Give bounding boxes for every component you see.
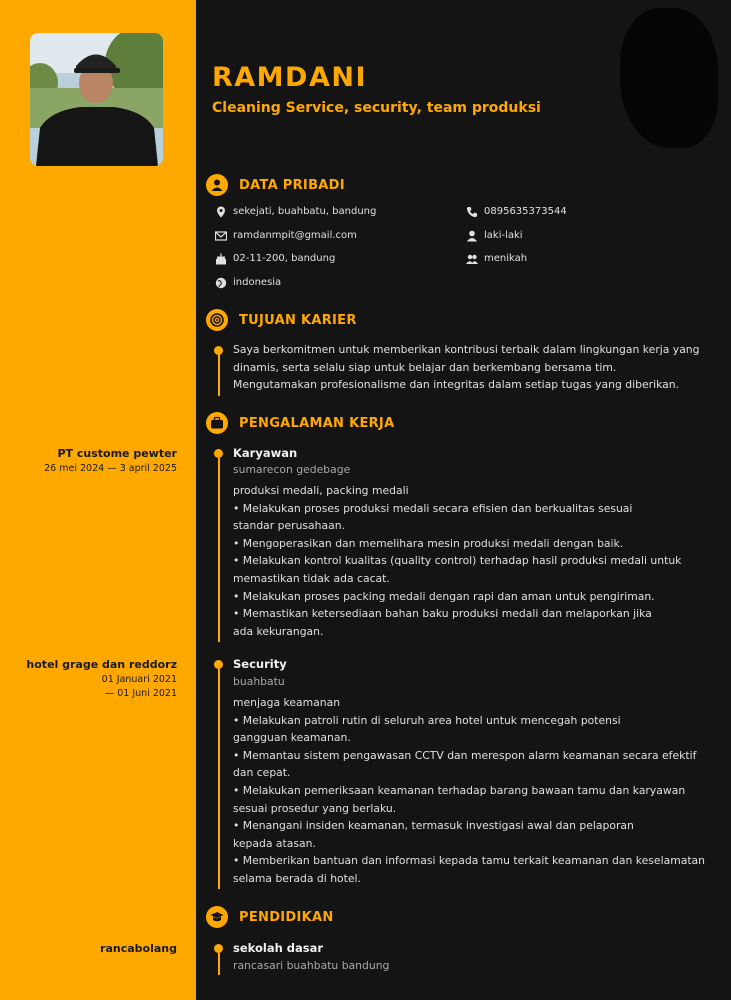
job-role: Security (233, 657, 287, 671)
description-line: • Memberikan bantuan dan informasi kepada tamu terkait keamanan dan keselamatan (233, 854, 706, 868)
description-line: • Melakukan kontrol kualitas (quality control) terhadap hasil produksi medali untuk (233, 554, 682, 568)
description-line: • Mengoperasikan dan memelihara mesin produksi medali dengan baik. (233, 536, 624, 550)
description-line: • Melakukan patroli rutin di seluruh area hotel untuk mencegah potensi (233, 713, 621, 727)
phone-icon (466, 206, 478, 218)
section-title-pengalaman-kerja: PENGALAMAN KERJA (239, 416, 395, 431)
description-line: dan cepat. (233, 766, 291, 780)
nationality-text: indonesia (233, 277, 282, 288)
users-icon (466, 253, 478, 265)
description-line: • Memastikan ketersediaan bahan baku produksi medali dan melaporkan jika (233, 607, 652, 621)
description-line: gangguan keamanan. (233, 731, 351, 745)
candidate-title: Cleaning Service, security, team produksi (212, 100, 541, 116)
phone-text: 0895635373544 (484, 206, 567, 217)
location-pin-icon (215, 206, 227, 218)
job-date-end: — 01 Juni 2021 (104, 688, 177, 699)
profile-photo (30, 33, 163, 166)
job-dates: 26 mei 2024 — 3 april 2025 (44, 463, 177, 474)
person-icon (206, 174, 228, 196)
education-school: sekolah dasar (233, 941, 324, 955)
description-line: • Menangani insiden keamanan, termasuk investigasi awal dan pelaporan (233, 819, 634, 833)
job-role: Karyawan (233, 446, 298, 460)
description-line: • Melakukan proses produksi medali secara efisien dan berkualitas sesuai (233, 501, 633, 515)
timeline-line (218, 458, 220, 642)
graduation-cap-icon (206, 906, 228, 928)
description-line: kepada atasan. (233, 836, 316, 850)
briefcase-icon (206, 412, 228, 434)
job-company: hotel grage dan reddorz (26, 658, 177, 671)
address-text: sekejati, buahbatu, bandung (233, 206, 377, 217)
description-line: menjaga keamanan (233, 696, 341, 709)
timeline-dot (214, 660, 223, 669)
target-icon (206, 309, 228, 331)
education-institution: rancabolang (100, 942, 177, 955)
timeline-line (218, 354, 220, 396)
email-text: ramdanmpit@gmail.com (233, 230, 357, 241)
description-line: memastikan tidak ada cacat. (233, 571, 390, 585)
job-date-start: 01 Januari 2021 (101, 674, 177, 685)
description-line: • Melakukan proses packing medali dengan rapi dan aman untuk pengiriman. (233, 589, 655, 603)
candidate-name: RAMDANI (212, 62, 368, 93)
section-title-tujuan-karier: TUJUAN KARIER (239, 313, 357, 328)
description-line: • Melakukan pemeriksaan keamanan terhadap barang bawaan tamu dan karyawan (233, 783, 686, 797)
job-location: buahbatu (233, 675, 285, 688)
globe-icon (215, 277, 227, 289)
description-line: sesuai prosedur yang berlaku. (233, 801, 397, 815)
description-line: selama berada di hotel. (233, 871, 361, 885)
birth-text: 02-11-200, bandung (233, 253, 336, 264)
job-company: PT custome pewter (57, 447, 177, 460)
job-description (233, 482, 703, 640)
user-icon (466, 230, 478, 242)
education-location: rancasari buahbatu bandung (233, 959, 390, 972)
timeline-line (218, 669, 220, 889)
marital-text: menikah (484, 253, 528, 264)
cake-icon (215, 253, 227, 265)
description-line: produksi medali, packing medali (233, 484, 409, 497)
description-line: ada kekurangan. (233, 624, 324, 638)
timeline-dot (214, 449, 223, 458)
job-location: sumarecon gedebage (233, 463, 351, 476)
description-line: • Memantau sistem pengawasan CCTV dan merespon alarm keamanan secara efektif (233, 748, 697, 762)
gender-text: laki-laki (484, 230, 523, 241)
timeline-dot (214, 944, 223, 953)
section-title-data-pribadi: DATA PRIBADI (239, 178, 345, 193)
mail-icon (215, 230, 227, 242)
dark-blot (620, 8, 718, 148)
job-description (233, 694, 706, 888)
career-objective: Saya berkomitmen untuk memberikan kontribusi terbaik dalam lingkungan kerja yang dinamis, serta selalu siap untuk belajar dan berkembang bersama tim. Mengutamakan profesionalisme dan integritas dalam setiap tugas yang diberikan. (233, 343, 700, 391)
description-line: standar perusahaan. (233, 519, 346, 533)
timeline-line (218, 953, 220, 975)
section-title-pendidikan: PENDIDIKAN (239, 910, 334, 925)
